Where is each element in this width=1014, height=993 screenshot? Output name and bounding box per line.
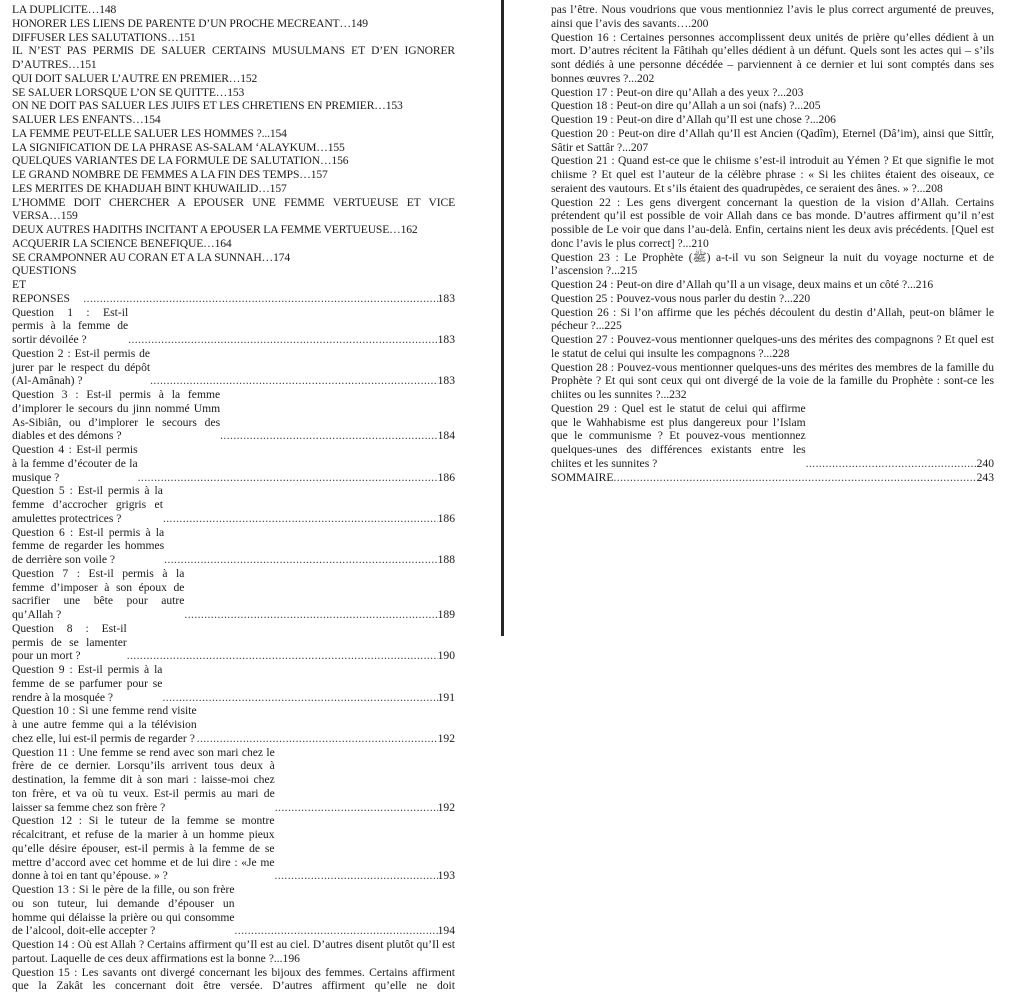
toc-page-number: 188 (438, 553, 455, 567)
toc-entry[interactable]: DEUX AUTRES HADITHS INCITANT A EPOUSER LA FEMME VERTUEUSE…162 (12, 223, 455, 237)
toc-entry[interactable]: DIFFUSER LES SALUTATIONS…151 (12, 31, 455, 45)
dot-leader (127, 649, 438, 663)
toc-entry-question[interactable]: Question 22 : Les gens divergent concernant la question de la vision d’Allah. Certains prétendent qu’il est possible de voir Allah dans ce bas monde. D’autres affirment qu’il n’est possible de Le voir que dans l’au-delà. Enfin, certains nient les deux avis précédents. [Quel est donc l’avis le plus correct] ?...210 (551, 196, 994, 251)
toc-entry-question[interactable]: Question 19 : Peut-on dire d’Allah qu’Il est une chose ?...206 (551, 113, 994, 127)
toc-entry-question-continued[interactable]: Question 15 : Les savants ont divergé concernant les bijoux des femmes. Certains affirment que la Zakât les concernant doit être versée. D’autres affirment qu’elle ne doit (12, 966, 455, 993)
toc-page-number: 190 (438, 649, 455, 663)
toc-page-number: 189 (438, 608, 455, 622)
toc-entry-text: Question 9 : Est-il permis à la femme de se parfumer pour se rendre à la mosquée ? (12, 663, 162, 704)
toc-entry[interactable]: ON NE DOIT PAS SALUER LES JUIFS ET LES CHRETIENS EN PREMIER…153 (12, 99, 455, 113)
toc-entry[interactable]: LES MERITES DE KHADIJAH BINT KHUWAILID…157 (12, 182, 455, 196)
toc-entry[interactable]: SE SALUER LORSQUE L’ON SE QUITTE…153 (12, 86, 455, 100)
toc-entry-question[interactable] (12, 622, 455, 663)
toc-entry-question[interactable] (12, 883, 455, 938)
dot-leader (197, 732, 438, 746)
toc-entry-text: Question 10 : Si une femme rend visite à une autre femme qui a la télévision chez elle, lui est-il permis de regarder ? (12, 704, 197, 745)
toc-page-number: 186 (438, 512, 455, 526)
dot-leader (235, 924, 438, 938)
toc-entry[interactable]: LA FEMME PEUT-ELLE SALUER LES HOMMES ?...154 (12, 127, 455, 141)
dot-leader (83, 292, 437, 306)
toc-entry-question[interactable]: Question 24 : Peut-on dire d’Allah qu’Il a un visage, deux mains et un côté ?...216 (551, 278, 994, 292)
toc-entry[interactable]: HONORER LES LIENS DE PARENTE D’UN PROCHE MECREANT…149 (12, 17, 455, 31)
dot-leader (163, 512, 438, 526)
toc-entry-text: QUESTIONS ET REPONSES (12, 264, 83, 305)
toc-entry-text: Question 2 : Est-il permis de jurer par le respect du dépôt (Al-Amânah) ? (12, 347, 150, 388)
dot-leader (138, 471, 438, 485)
dot-leader (128, 333, 437, 347)
toc-entry-question[interactable]: Question 28 : Pouvez-vous mentionner quelques-uns des mérites des membres de la famille du Prophète ? Et qui sont ceux qui ont divergé de la voie de la famille du Prophète : sont-ce les chiites ou les sunnites ?...232 (551, 361, 994, 402)
toc-entry[interactable]: SE CRAMPONNER AU CORAN ET A LA SUNNAH…174 (12, 251, 455, 265)
toc-entry-question[interactable]: Question 17 : Peut-on dire qu’Allah a des yeux ?...203 (551, 86, 994, 100)
toc-entry-text: Question 8 : Est-il permis de se lamenter pour un mort ? (12, 622, 127, 663)
toc-entry[interactable]: QUI DOIT SALUER L’AUTRE EN PREMIER…152 (12, 72, 455, 86)
toc-entry-question[interactable]: Question 25 : Pouvez-vous nous parler du destin ?...220 (551, 292, 994, 306)
toc-page-number: 192 (438, 732, 455, 746)
toc-entry-question[interactable]: Question 21 : Quand est-ce que le chiisme s’est-il introduit au Yémen ? Et que signifie le mot chiisme ? Et quel est l’auteur de la célèbre phrase : « Si les chiites étaient des oiseaux, ce seraient des vautours. Et s’ils étaient des quadrupèdes, ce seraient des ânes. » ?...208 (551, 154, 994, 195)
toc-page-number: 194 (438, 924, 455, 938)
right-toc-column (551, 3, 994, 484)
toc-entry-sommaire[interactable] (551, 471, 994, 485)
toc-entry-text: Question 12 : Si le tuteur de la femme se montre récalcitrant, et refuse de la marier à un homme pieux qu’elle désire épouser, est-il permis à la femme de se mettre d’accord avec cet homme et de lui dire : «Je me donne à toi en tant qu’épouse. » ? (12, 814, 275, 883)
toc-entry[interactable]: LA SIGNIFICATION DE LA PHRASE AS-SALAM ‘ALAYKUM…155 (12, 141, 455, 155)
left-page (0, 0, 501, 636)
toc-entry-question[interactable] (12, 388, 455, 443)
toc-page-number: 183 (438, 374, 455, 388)
toc-entry-text: Question 3 : Est-il permis à la femme d’implorer le secours du jinn nommé Umm As-Sibiân, ou d’implorer le secours des diables et des démons ? (12, 388, 220, 443)
toc-entry-question[interactable] (12, 814, 455, 883)
dot-leader (614, 471, 977, 485)
toc-entry-text: Question 5 : Est-il permis à la femme d’accrocher grigris et amulettes protectrices ? (12, 484, 163, 525)
toc-entry-question[interactable]: Question 26 : Si l’on affirme que les péchés découlent du destin d’Allah, peut-on blâmer le pécheur ?...225 (551, 306, 994, 334)
toc-page-number: 183 (438, 333, 455, 347)
toc-entry-text: Question 29 : Quel est le statut de celui qui affirme que le Wahhabisme est plus dangereux pour l’Islam que le communisme ? Et pouvez-vous mentionnez quelques-unes des différences existants entre les chiites et les sunnites ? (551, 402, 806, 471)
toc-entry-question[interactable] (12, 704, 455, 745)
toc-entry-question[interactable]: Question 23 : Le Prophète (ﷺ) a-t-il vu son Seigneur la nuit du voyage nocturne et de l’ascension ?...215 (551, 251, 994, 279)
toc-entry-question[interactable] (12, 306, 455, 347)
dot-leader (275, 869, 438, 883)
toc-page-number: 183 (438, 292, 455, 306)
toc-entry[interactable]: QUELQUES VARIANTES DE LA FORMULE DE SALUTATION…156 (12, 154, 455, 168)
right-page (504, 0, 1014, 636)
toc-entry-text: SOMMAIRE (551, 471, 614, 485)
dot-leader (184, 608, 437, 622)
toc-page-number: 243 (977, 471, 994, 485)
left-toc-column (12, 3, 455, 993)
toc-entry-question[interactable] (12, 663, 455, 704)
toc-entry-question[interactable] (12, 746, 455, 815)
toc-entry-text: Question 13 : Si le père de la fille, ou son frère ou son tuteur, lui demande d’épouser un homme qui délaisse la prière ou qui consomme de l’alcool, doit-elle accepter ? (12, 883, 235, 938)
toc-page-number: 184 (438, 429, 455, 443)
toc-entry[interactable]: IL N’EST PAS PERMIS DE SALUER CERTAINS MUSULMANS ET D’EN IGNORER D’AUTRES…151 (12, 44, 455, 72)
toc-entry-text: Question 7 : Est-il permis à la femme d’imposer à son époux de sacrifier une bête pour autre qu’Allah ? (12, 567, 184, 622)
toc-entry[interactable]: LE GRAND NOMBRE DE FEMMES A LA FIN DES TEMPS…157 (12, 168, 455, 182)
toc-page-number: 193 (438, 869, 455, 883)
toc-entry-question-continuation[interactable]: pas l’être. Nous voudrions que vous mentionniez l’avis le plus correct argumenté de preuves, ainsi que l’avis des savants….200 (551, 3, 994, 31)
dot-leader (275, 801, 438, 815)
toc-entry-text: Question 1 : Est-il permis à la femme de sortir dévoilée ? (12, 306, 128, 347)
toc-entry-text: Question 6 : Est-il permis à la femme de regarder les hommes de derrière son voile ? (12, 526, 164, 567)
toc-entry[interactable]: LA DUPLICITE…148 (12, 3, 455, 17)
toc-entry-question[interactable] (12, 567, 455, 622)
dot-leader (150, 374, 438, 388)
toc-page-number: 192 (438, 801, 455, 815)
toc-entry-question[interactable]: Question 27 : Pouvez-vous mentionner quelques-uns des mérites des compagnons ? Et quel est le statut de celui qui insulte les compagnons ?...228 (551, 333, 994, 361)
toc-page-number: 240 (977, 457, 994, 471)
toc-entry-question[interactable]: Question 20 : Peut-on dire d’Allah qu’Il est Ancien (Qadîm), Eternel (Dâ’im), ainsi que Sittîr, Sâtir et Sattâr ?...207 (551, 127, 994, 155)
toc-entry-question[interactable]: Question 16 : Certaines personnes accomplissent deux unités de prière qu’elles dédient à un mort. D’autres récitent la Fâtihah qu’elles dédient à un défunt. Quels sont les actes qui – s’ils sont dédiés à une personne décédée – parviennent à ce dernier et lui sont comptés dans ses bonnes œuvres ?...202 (551, 31, 994, 86)
toc-entry-question[interactable] (12, 347, 455, 388)
toc-entry-question[interactable] (12, 443, 455, 484)
dot-leader (220, 429, 437, 443)
toc-entry-question[interactable] (12, 484, 455, 525)
toc-entry[interactable]: SALUER LES ENFANTS…154 (12, 113, 455, 127)
toc-entry-text: Question 11 : Une femme se rend avec son mari chez le frère de ce dernier. Lorsqu’ils arrivent tous deux à destination, la femme dit à son mari : laisse-moi chez ton frère, et va où tu veux. Est-il permis au mari de laisser sa femme chez son frère ? (12, 746, 275, 815)
dot-leader (162, 691, 437, 705)
dot-leader (806, 457, 977, 471)
toc-entry-question[interactable] (12, 526, 455, 567)
toc-page-number: 191 (438, 691, 455, 705)
toc-entry-questions-header[interactable] (12, 264, 455, 305)
toc-entry-question[interactable]: Question 14 : Où est Allah ? Certains affirment qu’Il est au ciel. D’autres disent plutôt qu’Il est partout. Laquelle de ces deux affirmations est la bonne ?...196 (12, 938, 455, 966)
toc-entry-question[interactable] (551, 402, 994, 471)
toc-entry[interactable]: ACQUERIR LA SCIENCE BENEFIQUE…164 (12, 237, 455, 251)
toc-page-number: 186 (438, 471, 455, 485)
dot-leader (164, 553, 437, 567)
toc-entry-question[interactable]: Question 18 : Peut-on dire qu’Allah a un soi (nafs) ?...205 (551, 99, 994, 113)
toc-entry[interactable]: L’HOMME DOIT CHERCHER A EPOUSER UNE FEMME VERTUEUSE ET VICE VERSA…159 (12, 196, 455, 224)
toc-entry-text: Question 4 : Est-il permis à la femme d’écouter de la musique ? (12, 443, 138, 484)
